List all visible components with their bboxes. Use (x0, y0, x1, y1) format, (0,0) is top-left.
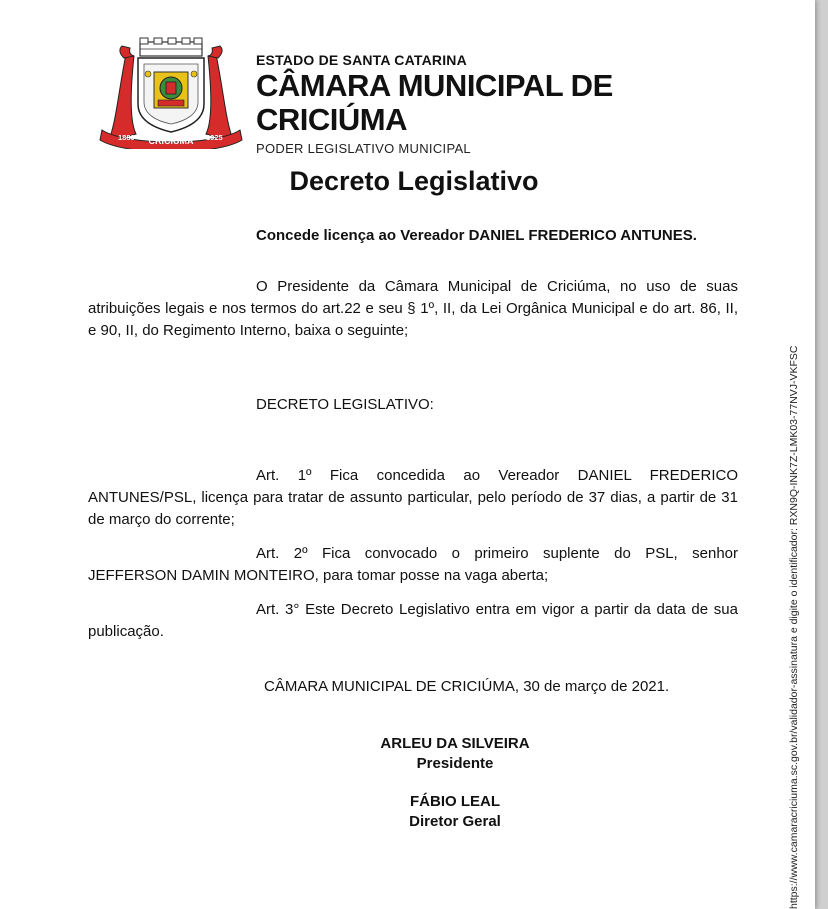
viewer-background-strip (815, 0, 828, 909)
decree-heading: DECRETO LEGISLATIVO: (256, 396, 434, 413)
signature-block-director (330, 792, 580, 832)
place-and-date: CÂMARA MUNICIPAL DE CRICIÚMA, 30 de março de 2021. (264, 678, 670, 695)
state-name: ESTADO DE SANTA CATARINA (256, 52, 467, 68)
chamber-name: CÂMARA MUNICIPAL DE CRICIÚMA (256, 68, 613, 137)
crest-year-right: 1925 (206, 133, 223, 142)
letterhead-text (256, 52, 736, 156)
document-title: Decreto Legislativo (289, 166, 539, 196)
article-2: Art. 2º Fica convocado o primeiro suplente do PSL, senhor JEFFERSON DAMIN MONTEIRO, para tomar posse na vaga aberta; (88, 545, 738, 584)
document-subject: Concede licença ao Vereador DANIEL FREDERICO ANTUNES. (256, 227, 697, 244)
signatory-name: FÁBIO LEAL (410, 793, 500, 810)
crest-year-left: 1880 (118, 133, 135, 142)
branch-name: PODER LEGISLATIVO MUNICIPAL (256, 141, 471, 156)
article-1: Art. 1º Fica concedida ao Vereador DANIEL FREDERICO ANTUNES/PSL, licença para tratar de assunto particular, pelo período de 37 dias, a partir de 31 de março do corrente; (88, 467, 738, 528)
letterhead (96, 34, 736, 156)
signature-block-president (330, 734, 580, 774)
document-title-row (0, 166, 815, 197)
preamble-paragraph: O Presidente da Câmara Municipal de Criciúma, no uso de suas atribuições legais e nos termos do art.22 e seu § 1º, II, da Lei Orgânica Municipal e do art. 86, II, e 90, II, do Regimento Interno, baixa o seguinte; (88, 278, 738, 339)
municipal-crest-icon (96, 34, 246, 149)
article-3: Art. 3° Este Decreto Legislativo entra em vigor a partir da data de sua publicação. (88, 601, 738, 640)
signature-validation-text: https://www.camaracriciuma.sc.gov.br/validador-assinatura e digite o identificador: RXN9Q-INK7Z-LMK03-77NVJ-VKFSC (788, 345, 800, 909)
signatory-role: Presidente (416, 755, 494, 772)
signatory-role: Diretor Geral (409, 813, 501, 830)
signatory-name: ARLEU DA SILVEIRA (380, 735, 530, 752)
crest-banner-text: CRICIÚMA (148, 136, 194, 146)
